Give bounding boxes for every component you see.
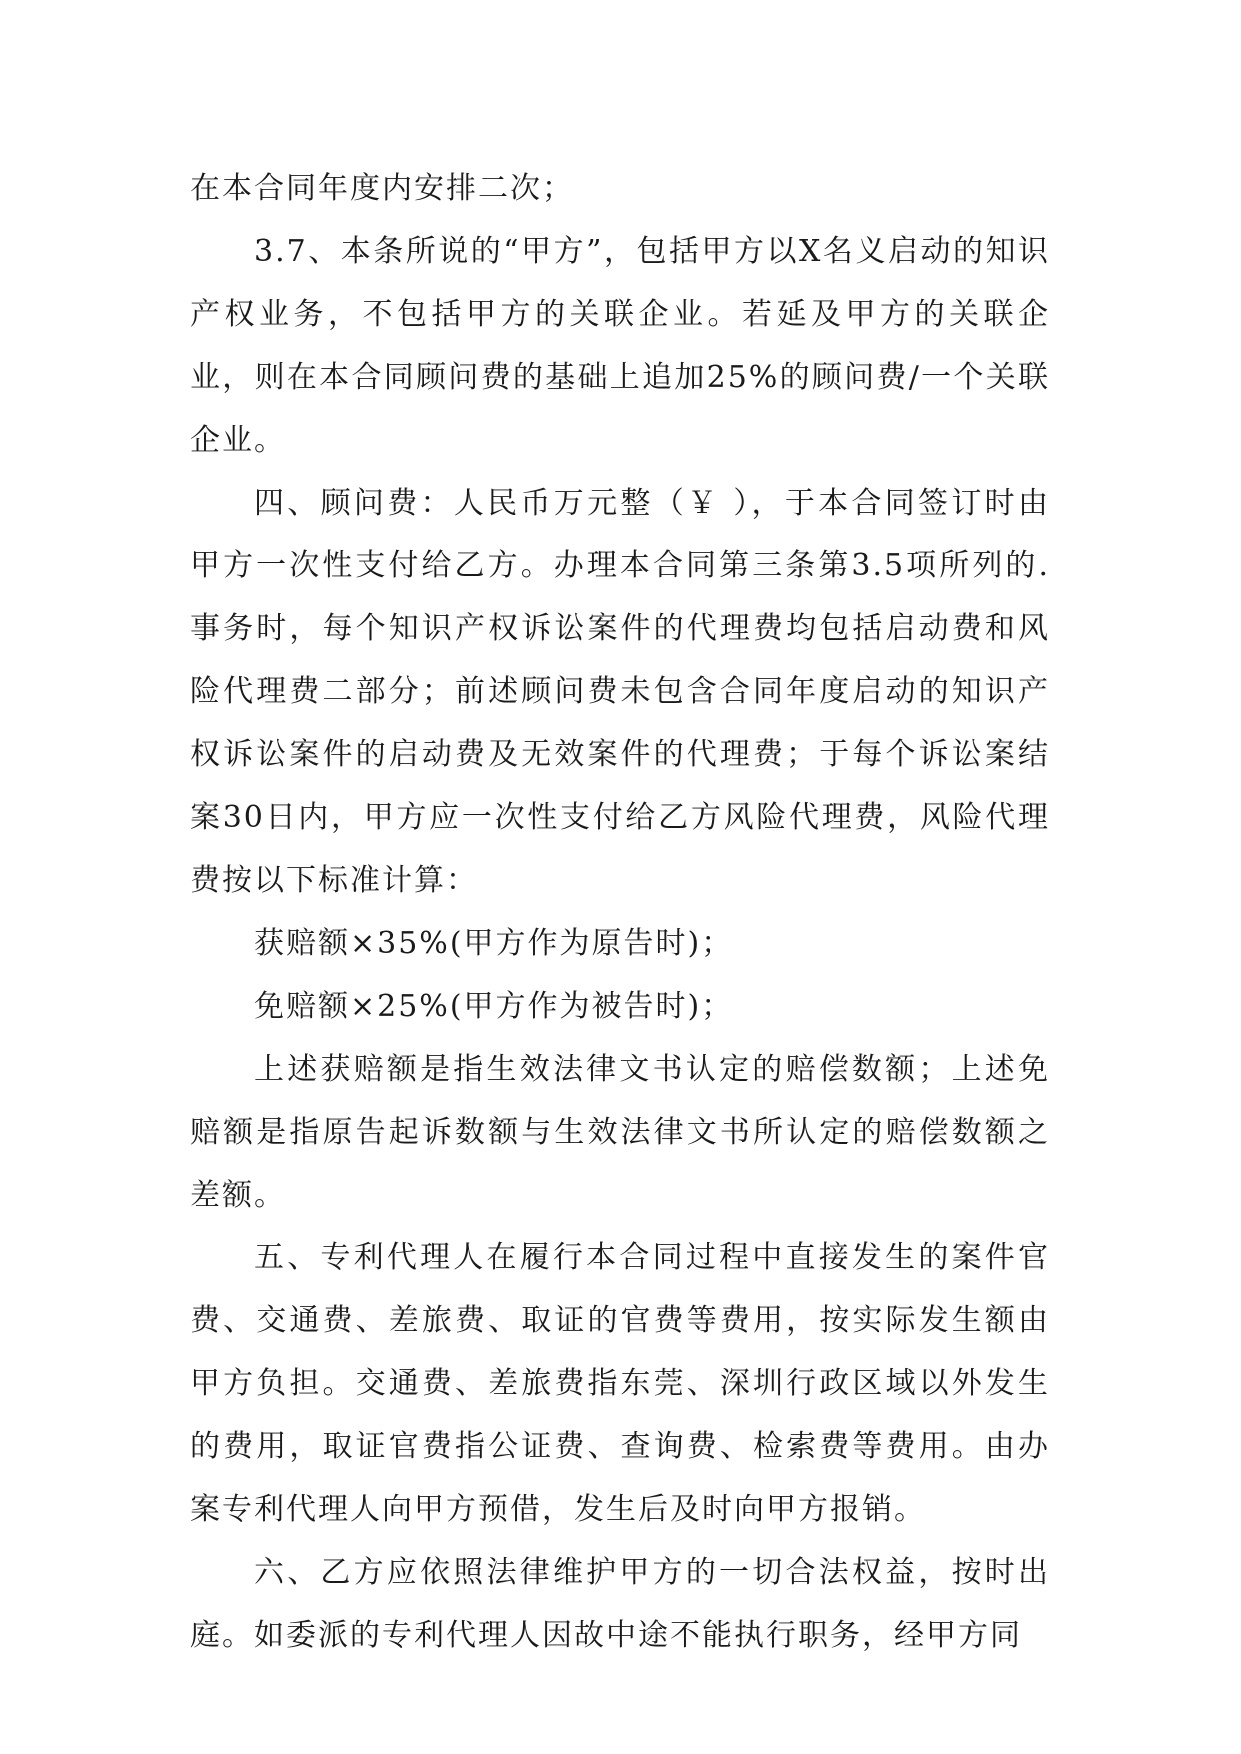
paragraph-formula-exemption: 免赔额×25%(甲方作为被告时)； bbox=[254, 988, 734, 1024]
paragraph-clause-4-consulting-fee: 四、顾问费：人民币万元整（￥ ），于本合同签订时由甲方一次性支付给乙方。办理本合同第三条第3.5项所列的.事务时，每个知识产权诉讼案件的代理费均包括启动费和风险代理费二部分；前述顾问费未包含合同年度启动的知识产权诉讼案件的启动费及无效案件的代理费；于每个诉讼案结案30日内，甲方应一次性支付给乙方风险代理费，风险代理费按以下标准计算： bbox=[190, 485, 1050, 898]
paragraph-formula-compensation: 获赔额×35%(甲方作为原告时)； bbox=[254, 925, 734, 961]
contract-body bbox=[190, 158, 1050, 1668]
paragraph-clause-3-7: 3.7、本条所说的“甲方”，包括甲方以X名义启动的知识产权业务，不包括甲方的关联企业。若延及甲方的关联企业，则在本合同顾问费的基础上追加25%的顾问费/一个关联企业。 bbox=[190, 233, 1050, 458]
paragraph-definitions: 上述获赔额是指生效法律文书认定的赔偿数额；上述免赔额是指原告起诉数额与生效法律文书所认定的赔偿数额之差额。 bbox=[190, 1051, 1050, 1213]
paragraph-clause-6-obligations: 六、乙方应依照法律维护甲方的一切合法权益，按时出庭。如委派的专利代理人因故中途不能执行职务，经甲方同 bbox=[190, 1554, 1050, 1653]
paragraph-continuation-3-6: 在本合同年度内安排二次； bbox=[190, 171, 574, 206]
paragraph-clause-5-expenses: 五、专利代理人在履行本合同过程中直接发生的案件官费、交通费、差旅费、取证的官费等费用，按实际发生额由甲方负担。交通费、差旅费指东莞、深圳行政区域以外发生的费用，取证官费指公证费、查询费、检索费等费用。由办案专利代理人向甲方预借，发生后及时向甲方报销。 bbox=[190, 1240, 1050, 1528]
